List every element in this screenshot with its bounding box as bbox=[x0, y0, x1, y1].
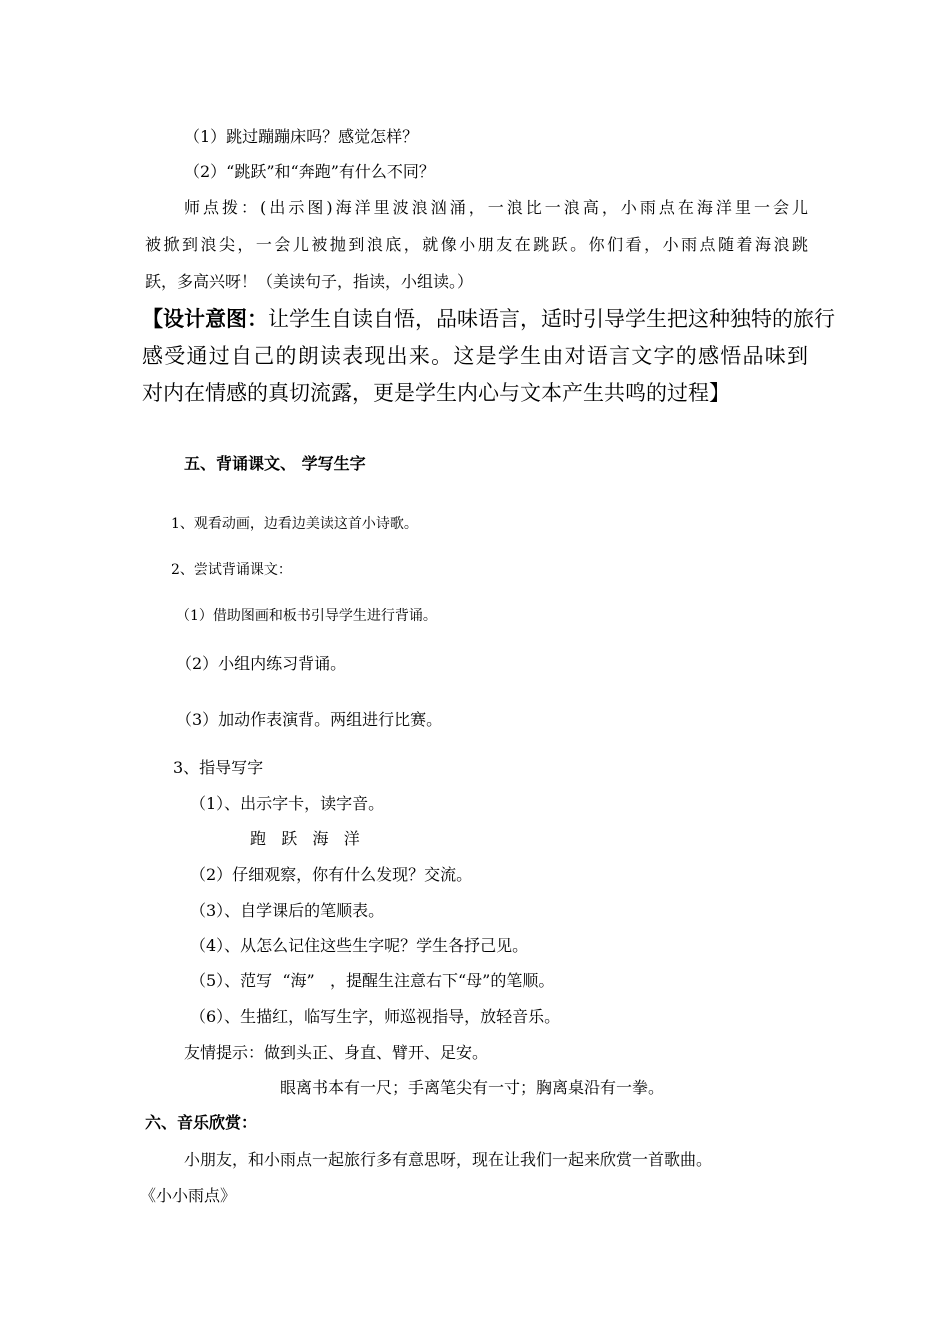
friendly-tip-line-2: 眼离书本有一尺；手离笔尖有一寸；胸离桌沿有一拳。 bbox=[280, 1078, 665, 1097]
section-5-title: 五、背诵课文、 学写生字 bbox=[184, 454, 366, 473]
design-intent-line-1: 【设计意图：让学生自读自悟，品味语言，适时引导学生把这种独特的旅行 bbox=[142, 306, 835, 331]
question-2: （2）“跳跃”和“奔跑”有什么不同？ bbox=[184, 162, 435, 181]
teacher-guidance-line-1: 师点拨：(出示图)海洋里波浪汹涌，一浪比一浪高，小雨点在海洋里一会儿 bbox=[184, 198, 808, 217]
friendly-tip-line-1: 友情提示：做到头正、身直、臂开、足安。 bbox=[184, 1043, 489, 1062]
teacher-guidance-line-3: 跃，多高兴呀！（美读句子，指读，小组读。） bbox=[145, 272, 474, 291]
question-1: （1）跳过蹦蹦床吗？感觉怎样？ bbox=[184, 127, 419, 146]
s5-item-2-2: （2）小组内练习背诵。 bbox=[176, 654, 347, 673]
s5-item-3-2: （2）仔细观察，你有什么发现？交流。 bbox=[190, 865, 473, 884]
song-title: 《小小雨点》 bbox=[140, 1186, 237, 1205]
design-intent-line-3: 对内在情感的真切流露，更是学生内心与文本产生共鸣的过程】 bbox=[142, 381, 730, 405]
s5-item-3-4: （4）、从怎么记住这些生字呢？学生各抒己见。 bbox=[190, 936, 529, 955]
design-intent-label: 【设计意图： bbox=[142, 306, 268, 331]
s5-item-1: 1、观看动画，边看边美读这首小诗歌。 bbox=[171, 516, 418, 532]
s5-item-3-3: （3）、自学课后的笔顺表。 bbox=[190, 901, 385, 920]
s5-item-3-6: （6）、生描红，临写生字，师巡视指导，放轻音乐。 bbox=[190, 1007, 561, 1026]
teacher-guidance-line-2: 被掀到浪尖，一会儿被抛到浪底，就像小朋友在跳跃。你们看，小雨点随着海浪跳 bbox=[145, 235, 808, 254]
s5-item-3-1: （1）、出示字卡，读字音。 bbox=[190, 794, 385, 813]
design-intent-line-2: 感受通过自己的朗读表现出来。这是学生由对语言文字的感悟品味到 bbox=[142, 344, 808, 368]
s5-item-2-3: （3）加动作表演背。两组进行比赛。 bbox=[176, 710, 443, 729]
s5-item-2: 2、尝试背诵课文： bbox=[171, 562, 292, 578]
s5-item-2-1: （1）借助图画和板书引导学生进行背诵。 bbox=[176, 608, 437, 624]
character-cards: 跑 跃 海 洋 bbox=[250, 829, 360, 848]
s5-item-3-5: （5）、范写 “海” ，提醒生注意右下“母”的笔顺。 bbox=[190, 971, 555, 990]
section-6-title: 六、音乐欣赏： bbox=[145, 1113, 258, 1132]
s5-item-3: 3、指导写字 bbox=[173, 758, 264, 777]
s6-paragraph: 小朋友，和小雨点一起旅行多有意思呀，现在让我们一起来欣赏一首歌曲。 bbox=[184, 1150, 713, 1169]
